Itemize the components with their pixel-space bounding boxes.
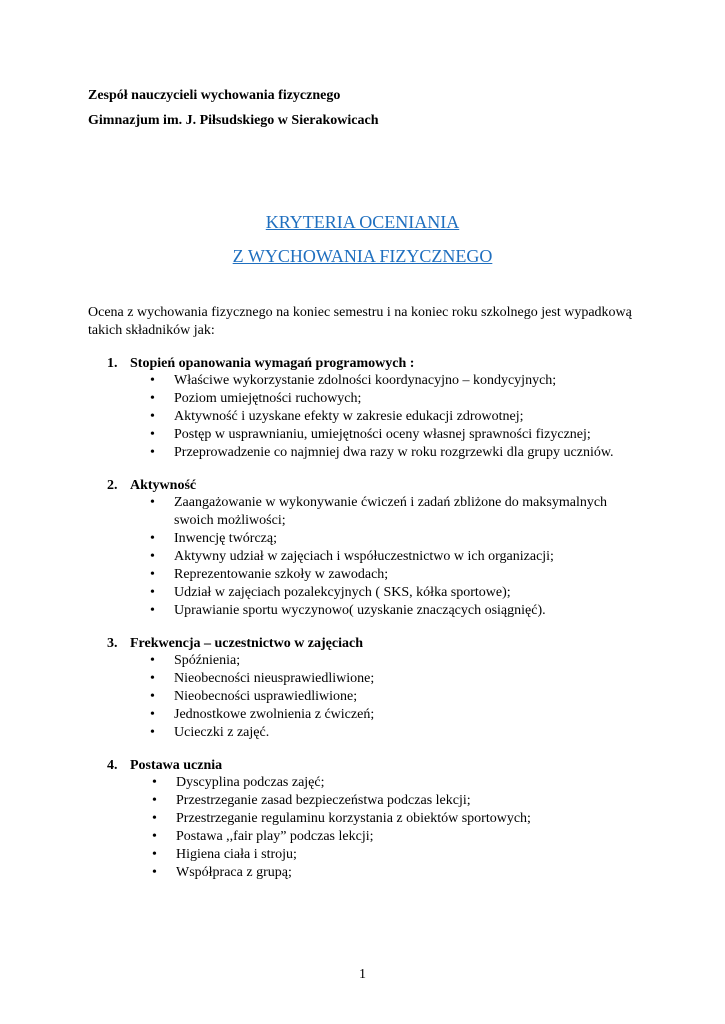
- section-title: Frekwencja – uczestnictwo w zajęciach: [130, 636, 364, 651]
- list-item-text: Reprezentowanie szkoły w zawodach;: [174, 567, 389, 582]
- bullet-icon: •: [152, 811, 157, 826]
- section-heading: [107, 757, 222, 775]
- list-item-text: Nieobecności usprawiedliwione;: [174, 689, 358, 704]
- list-item-text: Poziom umiejętności ruchowych;: [174, 391, 362, 406]
- section-number: 1.: [107, 356, 118, 371]
- list-item: [150, 548, 650, 566]
- list-item: [150, 408, 650, 426]
- bullet-icon: •: [150, 707, 155, 722]
- bullet-icon: •: [150, 549, 155, 564]
- bullet-icon: •: [150, 495, 155, 510]
- bullet-icon: •: [150, 725, 155, 740]
- list-item-text: Dyscyplina podczas zajęć;: [176, 775, 325, 790]
- section-heading: [107, 477, 196, 495]
- bullet-icon: •: [150, 391, 155, 406]
- list-item: [150, 602, 650, 620]
- list-item-text: Współpraca z grupą;: [176, 865, 292, 880]
- page-number: 1: [359, 967, 366, 982]
- bullet-icon: •: [150, 445, 155, 460]
- list-item-text: Higiena ciała i stroju;: [176, 847, 297, 862]
- list-item-text: Ucieczki z zajęć.: [174, 725, 270, 740]
- list-item: [152, 846, 652, 864]
- bullet-icon: •: [150, 427, 155, 442]
- list-item-text: Przeprowadzenie co najmniej dwa razy w roku rozgrzewki dla grupy uczniów.: [174, 445, 614, 460]
- bullet-icon: •: [150, 689, 155, 704]
- section-heading: [107, 355, 414, 373]
- list-item-text: Inwencję twórczą;: [174, 531, 277, 546]
- section-heading: [107, 635, 363, 653]
- list-item-text: Udział w zajęciach pozalekcyjnych ( SKS, kółka sportowe);: [174, 585, 511, 600]
- bullet-icon: •: [150, 373, 155, 388]
- list-item-text: Spóźnienia;: [174, 653, 241, 668]
- bullet-icon: •: [150, 671, 155, 686]
- list-item-text: Przestrzeganie regulaminu korzystania z obiektów sportowych;: [176, 811, 531, 826]
- list-item: [150, 372, 650, 390]
- list-item: [150, 444, 650, 462]
- bullet-icon: •: [150, 531, 155, 546]
- list-item-text: Nieobecności nieusprawiedliwione;: [174, 671, 375, 686]
- section-list: [150, 494, 650, 620]
- list-item: [152, 792, 652, 810]
- list-item: [150, 584, 650, 602]
- document-title-line2: Z WYCHOWANIA FIZYCZNEGO: [232, 246, 493, 266]
- intro-paragraph: Ocena z wychowania fizycznego na koniec semestru i na koniec roku szkolnego jest wypadkową takich składników jak:: [88, 305, 632, 338]
- list-item: [150, 706, 650, 724]
- list-item: [152, 810, 652, 828]
- header-school: Gimnazjum im. J. Piłsudskiego w Sierakowicach: [88, 113, 379, 128]
- bullet-icon: •: [150, 653, 155, 668]
- list-item: [150, 670, 650, 688]
- list-item-text: Przestrzeganie zasad bezpieczeństwa podczas lekcji;: [176, 793, 471, 808]
- section-number: 2.: [107, 478, 118, 493]
- list-item-text: Aktywny udział w zajęciach i współuczestnictwo w ich organizacji;: [174, 549, 554, 564]
- list-item-text: Postęp w usprawnianiu, umiejętności oceny własnej sprawności fizycznej;: [174, 427, 591, 442]
- bullet-icon: •: [152, 829, 157, 844]
- bullet-icon: •: [152, 847, 157, 862]
- section-title: Postawa ucznia: [130, 758, 223, 773]
- bullet-icon: •: [150, 585, 155, 600]
- section-number: 3.: [107, 636, 118, 651]
- document-title-line1: KRYTERIA OCENIANIA: [265, 212, 460, 232]
- list-item-text: Jednostkowe zwolnienia z ćwiczeń;: [174, 707, 375, 722]
- list-item-text: Uprawianie sportu wyczynowo( uzyskanie znaczących osiągnięć).: [174, 603, 546, 618]
- bullet-icon: •: [152, 865, 157, 880]
- section-list: [152, 774, 652, 882]
- bullet-icon: •: [150, 567, 155, 582]
- section-number: 4.: [107, 758, 118, 773]
- list-item-text: Postawa ,,fair play” podczas lekcji;: [176, 829, 374, 844]
- list-item: [150, 652, 650, 670]
- list-item: [150, 530, 650, 548]
- list-item: [150, 688, 650, 706]
- list-item-text: Aktywność i uzyskane efekty w zakresie edukacji zdrowotnej;: [174, 409, 524, 424]
- list-item: [150, 724, 650, 742]
- bullet-icon: •: [152, 793, 157, 808]
- section-list: [150, 372, 650, 462]
- list-item: [150, 426, 650, 444]
- list-item-text: Właściwe wykorzystanie zdolności koordynacyjno – kondycyjnych;: [174, 373, 557, 388]
- section-title: Aktywność: [130, 478, 197, 493]
- section-title: Stopień opanowania wymagań programowych :: [130, 356, 415, 371]
- list-item: [152, 828, 652, 846]
- list-item: [150, 390, 650, 408]
- bullet-icon: •: [152, 775, 157, 790]
- list-item-text: Zaangażowanie w wykonywanie ćwiczeń i zadań zbliżone do maksymalnych swoich możliwości;: [174, 495, 608, 528]
- list-item: [150, 494, 650, 530]
- list-item: [152, 864, 652, 882]
- list-item: [150, 566, 650, 584]
- section-list: [150, 652, 650, 742]
- bullet-icon: •: [150, 603, 155, 618]
- bullet-icon: •: [150, 409, 155, 424]
- header-team: Zespół nauczycieli wychowania fizycznego: [88, 88, 341, 103]
- list-item: [152, 774, 652, 792]
